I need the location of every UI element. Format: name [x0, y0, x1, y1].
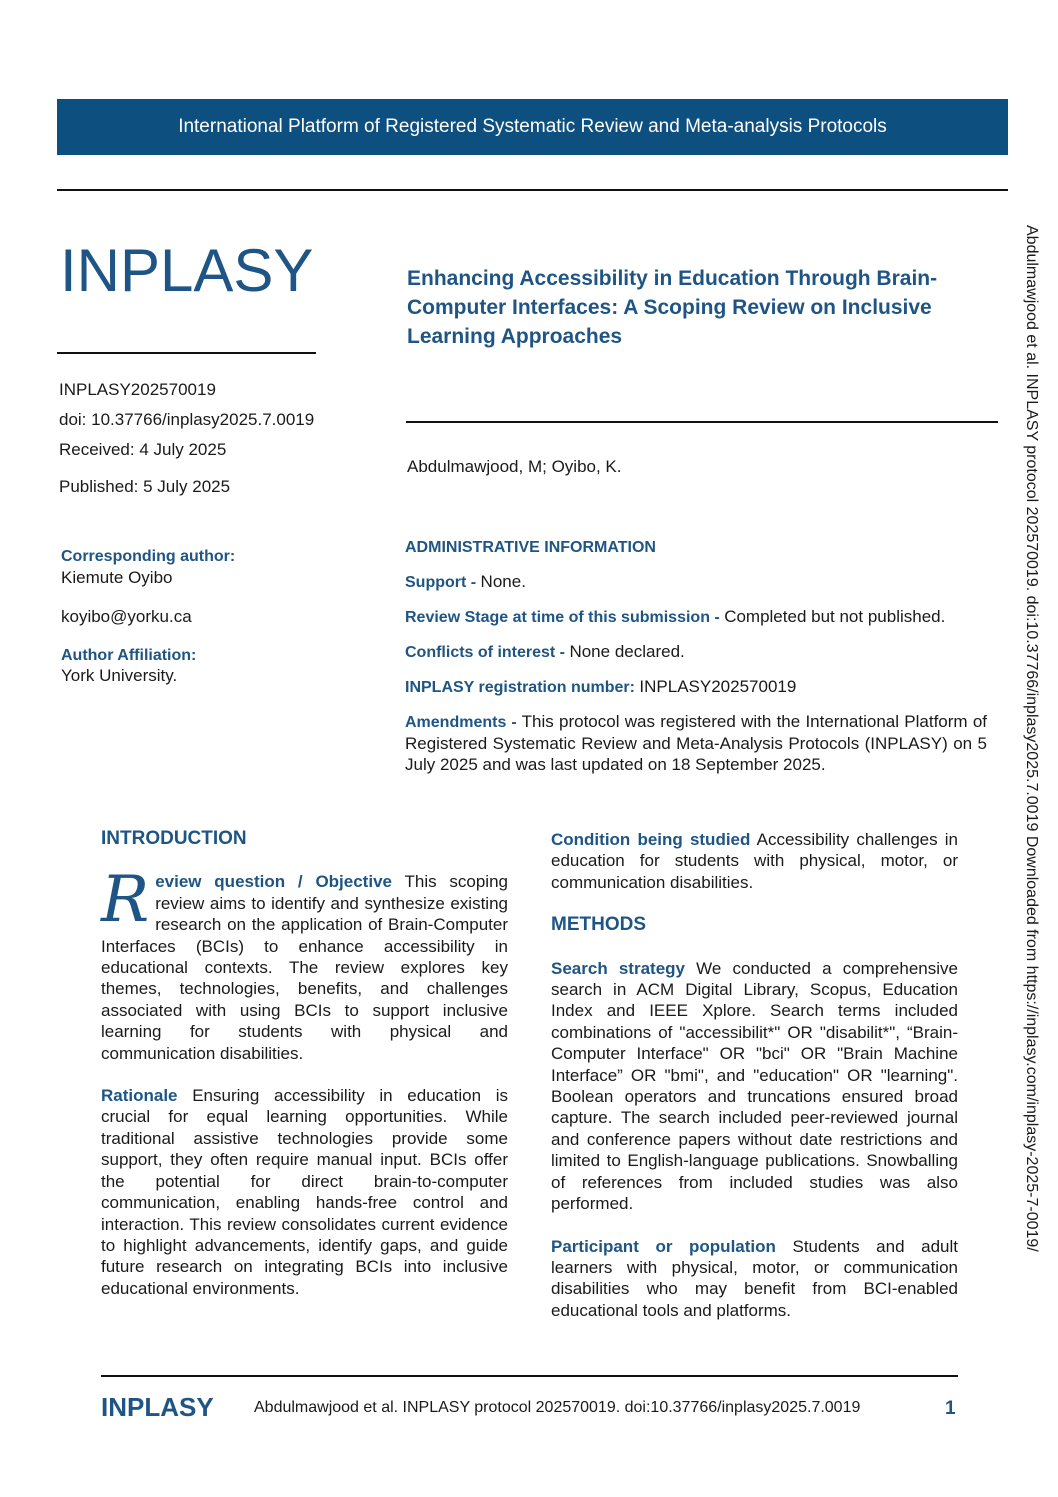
page-number: 1 — [945, 1398, 956, 1419]
search-strategy-label: Search strategy — [551, 958, 685, 978]
title-underline — [406, 421, 998, 423]
condition-label: Condition being studied — [551, 830, 751, 849]
introduction-heading: INTRODUCTION — [101, 828, 247, 849]
support-value: None. — [480, 572, 526, 591]
review-stage-label: Review Stage at time of this submission - — [405, 609, 725, 626]
affiliation-value: York University. — [61, 666, 178, 685]
review-stage-value: Completed but not published. — [724, 607, 946, 626]
rationale-label: Rationale — [101, 1086, 178, 1106]
header-banner: International Platform of Registered Systematic Review and Meta-analysis Protocols — [57, 99, 1008, 155]
search-strategy-paragraph — [551, 958, 958, 1215]
condition-paragraph — [551, 829, 958, 893]
registration-label: INPLASY registration number: — [405, 679, 640, 696]
doi: doi: 10.37766/inplasy2025.7.0019 — [59, 410, 315, 429]
participant-text: Students and adult learners with physical, motor, or communication disabilities who may benefit from BCI-enabled educational tools and platforms. — [551, 1236, 958, 1320]
top-divider — [57, 189, 1008, 191]
drop-cap: R — [101, 863, 150, 938]
protocol-id: INPLASY202570019 — [59, 380, 216, 399]
corresponding-author-block — [61, 548, 235, 686]
admin-amendments — [405, 711, 987, 775]
search-strategy-text: We conducted a comprehensive search in ACM Digital Library, Scopus, Education Index and IEEE Xplore. Search terms included combinations of "accessibilit*" OR "disabilit*", “Brain-Computer Interface" OR "bci" OR "Brain Machine Interface” OR "bmi", and "education" OR "learning". Boolean operators and truncations ensured broad capture. The search included peer-reviewed journal and conference papers without date restrictions and limited to English-language publications. Snowballing of references from included studies was also performed. — [551, 958, 958, 1214]
side-citation-text: Abdulmawjood et al. INPLASY protocol 202570019. doi:10.37766/inplasy2025.7.0019 Downloaded from https://inplasy.com/inplasy-2025-7-0019/ — [1023, 225, 1040, 1252]
corresponding-author-name: Kiemute Oyibo — [61, 568, 173, 587]
registration-value: INPLASY202570019 — [639, 677, 797, 696]
participant-label: Participant or population — [551, 1236, 776, 1256]
rationale-paragraph — [101, 1085, 508, 1299]
review-question-text: This scoping review aims to identify and synthesize existing research on the application of Brain-Computer Interfaces (BCIs) to enhance accessibility in educational contexts. The review explores key themes, technologies, benefits, and challenges associated with using BCIs to support inclusive learning for students with physical and communication disabilities. — [101, 872, 508, 1063]
footer-brand: INPLASY — [101, 1392, 214, 1422]
footer-divider — [101, 1375, 958, 1377]
condition-text: Accessibility challenges in education for students with physical, motor, or communication disabilities. — [551, 830, 958, 892]
published-date: Published: 5 July 2025 — [59, 477, 231, 496]
admin-conflicts — [405, 641, 987, 663]
admin-registration — [405, 676, 987, 698]
rationale-text: Ensuring accessibility in education is crucial for equal learning opportunities. While traditional assistive technologies provide some support, they often require manual input. BCIs offer the potential for direct brain-to-computer communication, enabling hands-free control and interaction. This review consolidates current evidence to highlight advancements, identify gaps, and guide future research on integrating BCIs into inclusive educational environments. — [101, 1086, 508, 1298]
administrative-information — [405, 537, 987, 788]
admin-heading: ADMINISTRATIVE INFORMATION — [405, 539, 656, 556]
left-column — [101, 828, 508, 1320]
conflicts-value: None declared. — [569, 642, 685, 661]
support-label: Support - — [405, 574, 481, 591]
brand-logo: INPLASY — [60, 237, 314, 304]
paper-title: Enhancing Accessibility in Education Through Brain-Computer Interfaces: A Scoping Review on Inclusive Learning Approaches — [407, 267, 938, 348]
amendments-value: This protocol was registered with the International Platform of Registered Systematic Review and Meta-Analysis Protocols (INPLASY) on 5 July 2025 and was last updated on 18 September 2025. — [405, 712, 987, 774]
participant-paragraph — [551, 1236, 958, 1322]
amendments-label: Amendments - — [405, 714, 522, 731]
review-question-paragraph — [101, 863, 508, 1064]
right-column — [551, 829, 958, 1342]
admin-support — [405, 571, 987, 593]
authors: Abdulmawjood, M; Oyibo, K. — [407, 457, 622, 476]
conflicts-label: Conflicts of interest - — [405, 644, 570, 661]
review-question-label: eview question / Objective — [155, 872, 392, 892]
admin-review-stage — [405, 606, 987, 628]
received-date: Received: 4 July 2025 — [59, 440, 227, 459]
corresponding-author-label: Corresponding author: — [61, 548, 236, 565]
corresponding-author-email: koyibo@yorku.ca — [61, 607, 192, 626]
brand-underline — [57, 352, 316, 354]
footer-citation: Abdulmawjood et al. INPLASY protocol 202570019. doi:10.37766/inplasy2025.7.0019 — [254, 1399, 861, 1416]
affiliation-label: Author Affiliation: — [61, 647, 197, 664]
methods-heading: METHODS — [551, 914, 646, 936]
